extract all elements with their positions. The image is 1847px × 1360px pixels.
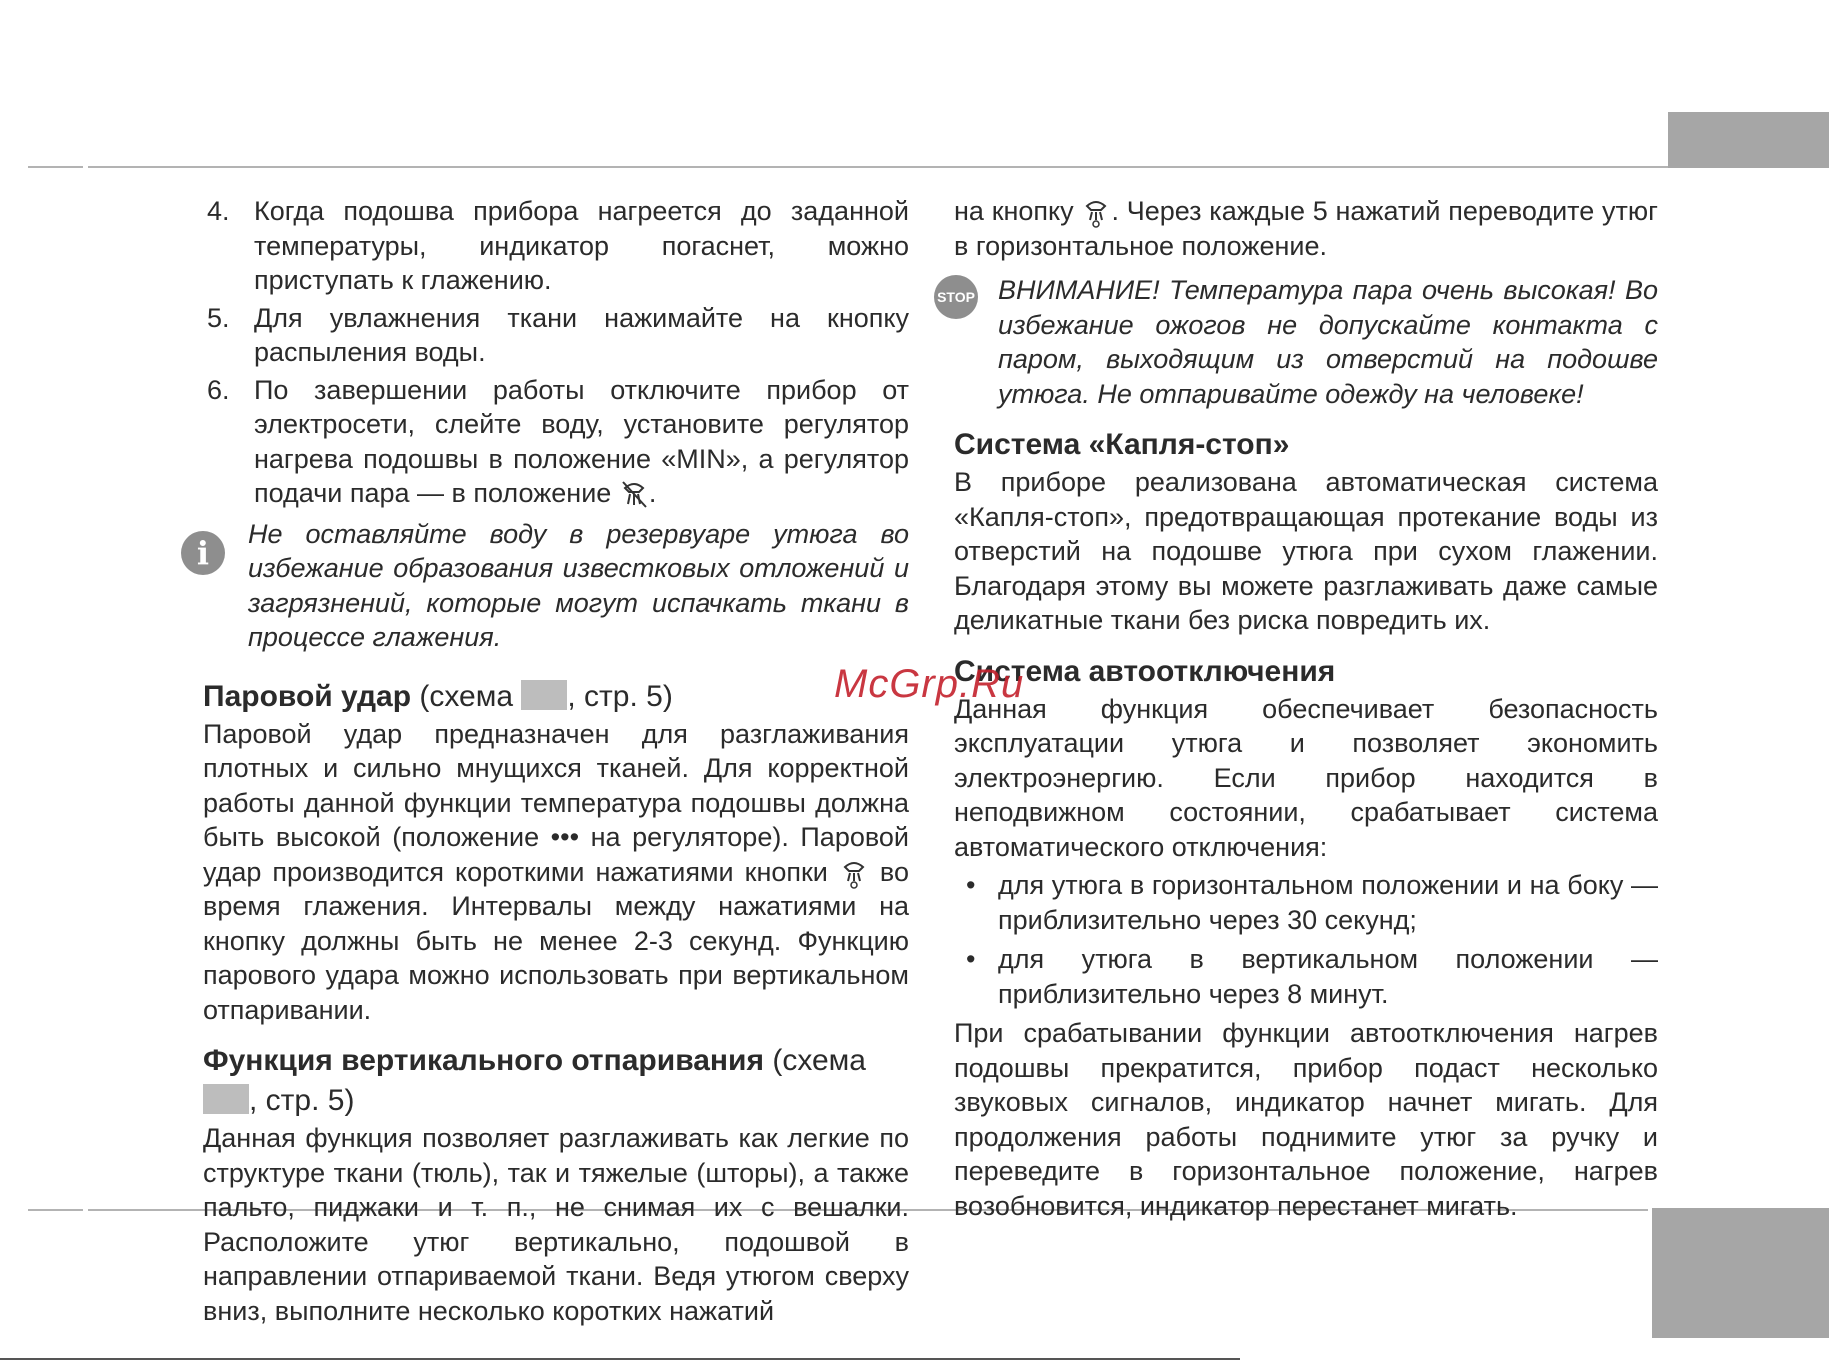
scheme-swatch	[203, 1084, 249, 1114]
bottom-rule-left	[28, 1209, 83, 1211]
right-column	[937, 194, 1658, 1223]
list-item-text: для утюга в горизонтальном положении и на боку — приблизительно через 30 секунд;	[998, 870, 1658, 935]
steps-list	[203, 194, 909, 511]
step-item	[203, 301, 909, 370]
auto-off-list	[954, 868, 1658, 1011]
bullet-dot: •	[966, 870, 976, 900]
steam-shot-paragraph	[203, 717, 909, 1028]
info-note	[196, 517, 909, 655]
warning-text: ВНИМАНИЕ! Температура пара очень высокая! Во избежание ожогов не допускайте контакта с паром, выходящим из отверстий на подошве утюга. Не отпаривайте одежду на человеке!	[998, 275, 1658, 409]
bullet-dot: •	[966, 944, 976, 974]
auto-off-paragraph-2: При срабатывании функции автоотключения нагрев подошвы прекратится, прибор подаст несколько звуковых сигналов, индикатор начнет мигать. Для продолжения работы поднимите утюг за ручку и переведите в горизонтальное положение, нагрев возобновится, индикатор перестанет мигать.	[954, 1018, 1658, 1221]
steam-shot-heading	[203, 677, 909, 717]
step-text: Для увлажнения ткани нажимайте на кнопку распыления воды.	[254, 302, 909, 367]
step-item	[203, 373, 909, 511]
step-item	[203, 194, 909, 298]
steam-shot-icon	[839, 857, 869, 889]
watermark: McGrp.Ru	[834, 662, 1025, 706]
steam-shot-icon	[1081, 196, 1111, 228]
no-steam-icon	[619, 478, 649, 510]
vertical-title-ref-b: , стр. 5)	[249, 1084, 355, 1117]
step-text: Когда подошва прибора нагреется до заданной температуры, индикатор погаснет, можно приступать к глажению.	[254, 196, 909, 295]
stop-icon: STOP	[934, 275, 978, 319]
steam-shot-title-ref-b: , стр. 5)	[567, 679, 673, 713]
step-text-end: .	[648, 478, 657, 508]
steam-shot-title-ref-a: (схема	[411, 679, 522, 713]
steam-shot-title: Паровой удар	[203, 679, 412, 713]
top-rule	[88, 166, 1668, 168]
list-item	[954, 942, 1658, 1011]
steam-shot-text-a: Паровой удар предназначен для разглаживания плотных и сильно мнущихся тканей. Для корректной работы данной функции температура подошвы должна быть высокой (положение ••• на регуляторе). Паровой удар производится короткими нажатиями кнопки	[203, 718, 909, 887]
vertical-steam-title: Функция вертикального отпаривания	[203, 1044, 764, 1077]
vertical-title-ref-a: (схема	[764, 1044, 866, 1077]
continued-text-b: . Через каждые 5 нажатий переводите утюг в горизонтальное положение.	[954, 196, 1658, 261]
steam-shot-text-b: во время глажения. Интервалы между нажатиями на кнопку должны быть не менее 2-3 секунд. Функцию парового удара можно использовать при вертикальном отпаривании.	[203, 856, 909, 1025]
bottom-page-tab	[1652, 1208, 1829, 1338]
vertical-steam-heading	[203, 1041, 909, 1121]
vertical-steam-paragraph: Данная функция позволяет разглаживать как легкие по структуре ткани (тюль), так и тяжелые (шторы), а также пальто, пиджаки и т. п., не снимая их с вешалки. Расположите утюг вертикально, подошвой в направлении отпариваемой ткани. Ведя утюгом сверху вниз, выполните несколько коротких нажатий	[203, 1123, 909, 1326]
continued-paragraph	[954, 194, 1658, 263]
scheme-swatch	[521, 680, 567, 710]
auto-off-heading: Система автоотключения	[954, 654, 1336, 688]
info-note-text: Не оставляйте воду в резервуаре утюга во избежание образования известковых отложений и загрязнений, которые могут испачкать ткани в процессе глажения.	[248, 518, 909, 652]
continued-text-a: на кнопку	[954, 196, 1074, 226]
drip-stop-paragraph: В приборе реализована автоматическая система «Капля-стоп», предотвращающая протекание воды из отверстий на подошве утюга при сухом глажении. Благодаря этому вы можете разглаживать даже самые деликатные ткани без риска повредить их.	[954, 467, 1658, 635]
warning-note	[937, 273, 1658, 411]
list-item-text: для утюга в вертикальном положении — приблизительно через 8 минут.	[998, 944, 1658, 1009]
top-page-tab	[1668, 112, 1829, 168]
step-text: По завершении работы отключите прибор от электросети, слейте воду, установите регулятор нагрева подошвы в положение «MIN», а регулятор подачи пара — в положение	[254, 374, 909, 508]
step-number: 6.	[207, 374, 230, 405]
step-number: 4.	[207, 196, 230, 226]
left-column	[196, 194, 909, 1328]
list-item	[954, 868, 1658, 937]
drip-stop-heading: Система «Капля-стоп»	[954, 428, 1290, 461]
auto-off-paragraph: Данная функция обеспечивает безопасность эксплуатации утюга и позволяет экономить электроэнергию. Если прибор находится в неподвижном состоянии, срабатывает система автоматического отключения:	[954, 693, 1658, 862]
info-icon: i	[181, 531, 225, 575]
top-rule-left	[28, 166, 83, 168]
step-number: 5.	[207, 302, 230, 333]
